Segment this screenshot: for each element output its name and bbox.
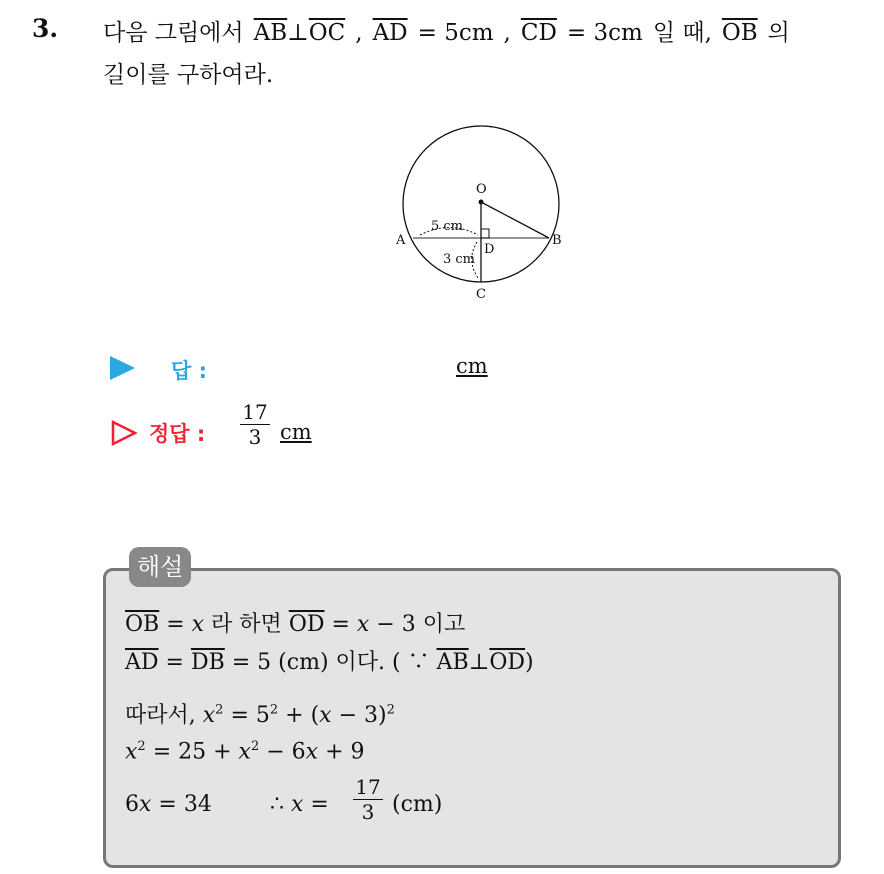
separator: , [355, 20, 363, 46]
text: − 3) [331, 703, 387, 728]
text: + ( [278, 703, 320, 728]
segment-ad: $\overline{AD}$ [372, 20, 408, 46]
fraction-numerator: 17 [353, 775, 383, 800]
perpendicular-symbol: ⊥ [287, 20, 309, 46]
solution-line-3 [125, 698, 395, 729]
text: = [303, 792, 329, 817]
text: − 3 이고 [369, 612, 466, 637]
label-c: C [476, 287, 486, 302]
question-number: 3. [32, 14, 59, 43]
center-point [479, 200, 484, 205]
var-x: x [356, 612, 370, 637]
text: − 6 [259, 739, 306, 765]
answer-unit: cm [456, 354, 488, 378]
text: = 34 [151, 792, 212, 817]
correct-fraction [240, 400, 270, 449]
label-3cm: 3 cm [443, 252, 476, 267]
text: = [166, 612, 192, 637]
correct-label: 정답 : [149, 422, 206, 446]
when-text: 일 때, [652, 20, 712, 46]
solution-fraction [353, 775, 383, 824]
segment-db: $\overline{DB}$ [190, 650, 225, 675]
perpendicular-symbol: ⊥ [468, 650, 490, 675]
text: = [158, 650, 191, 675]
solution-line-5 [125, 792, 212, 817]
label-a: A [396, 233, 406, 248]
segment-ob: $\overline{OB}$ [721, 20, 758, 46]
solution-line-4 [125, 739, 365, 764]
var-x: x [291, 792, 304, 817]
text: ) [525, 650, 534, 675]
segment-ab: $\overline{AB}$ [253, 20, 288, 46]
segment-ad: $\overline{AD}$ [125, 650, 159, 675]
text: 라 하면 [204, 612, 289, 637]
answer-label: 답 : [171, 359, 207, 383]
var-x: x [238, 739, 251, 765]
play-icon [110, 356, 135, 380]
outline-triangle-icon [110, 419, 138, 447]
solution-tag: 해설 [129, 547, 191, 587]
text: = 25 + [145, 739, 239, 765]
question-text-line2: 길이를 구하여라. [103, 62, 274, 88]
label-d: D [484, 242, 495, 257]
fraction-denominator: 3 [248, 425, 262, 449]
var-x: x [125, 739, 138, 765]
var-x: x [202, 703, 216, 728]
var-x: x [319, 703, 332, 728]
label-b: B [552, 233, 562, 248]
segment-oc: $\overline{OC}$ [308, 20, 346, 46]
solution-unit: (cm) [392, 792, 443, 817]
ad-length: = 5cm [417, 20, 494, 46]
radius-ob [481, 202, 549, 238]
text: + 9 [318, 739, 365, 765]
exponent: 2 [269, 702, 279, 718]
segment-ob: $\overline{OB}$ [125, 612, 160, 637]
segment-od: $\overline{OD}$ [288, 612, 325, 637]
exponent: 2 [250, 739, 260, 754]
var-x: x [305, 739, 319, 765]
fraction-denominator: 3 [361, 800, 375, 824]
right-angle-mark [481, 229, 489, 238]
correct-unit: cm [280, 420, 312, 444]
segment-ab: $\overline{AB}$ [436, 650, 469, 675]
text: = 5 (cm) 이다. ( ∵ [224, 650, 437, 675]
var-x: x [191, 612, 205, 637]
exponent: 2 [386, 702, 395, 718]
question-intro: 다음 그림에서 [103, 20, 244, 46]
separator: , [503, 20, 511, 46]
label-5cm: 5 cm [431, 219, 464, 234]
cd-length: = 3cm [566, 20, 643, 46]
text: 6 [125, 792, 139, 817]
question-text-line1 [103, 14, 790, 47]
solution-line-1 [125, 607, 465, 638]
segment-cd: $\overline{CD}$ [520, 20, 557, 46]
var-x: x [139, 792, 152, 817]
fraction-numerator: 17 [240, 400, 270, 425]
exponent: 2 [215, 702, 224, 718]
text: = 5 [223, 703, 270, 728]
solution-line-2 [125, 645, 534, 676]
circle-figure [380, 120, 580, 305]
text: 따라서, [125, 703, 203, 728]
solution-therefore [270, 792, 329, 817]
text: = [324, 612, 357, 637]
of-text: 의 [767, 20, 790, 46]
exponent: 2 [137, 739, 146, 754]
therefore-symbol: ∴ [270, 792, 291, 817]
segment-od: $\overline{OD}$ [489, 650, 526, 675]
label-o: O [476, 182, 487, 197]
